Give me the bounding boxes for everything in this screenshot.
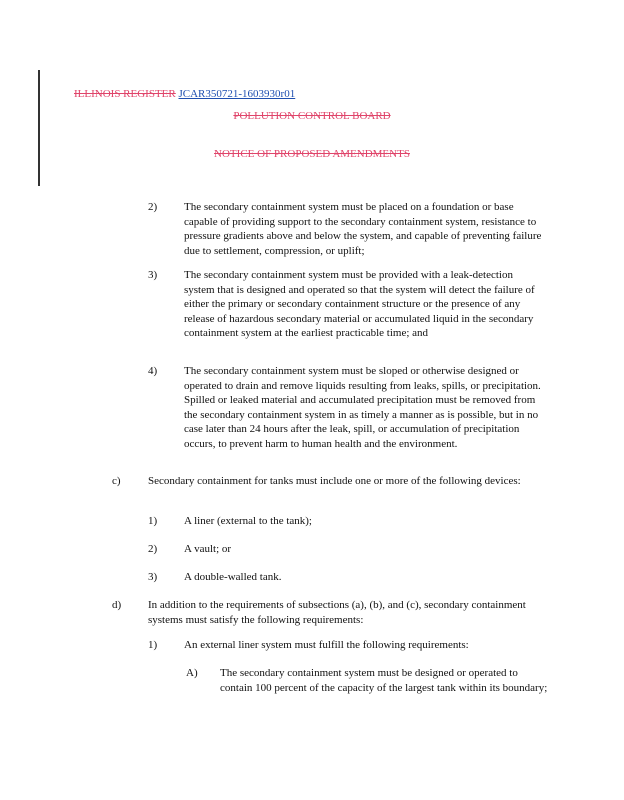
notice-title-struck: NOTICE OF PROPOSED AMENDMENTS xyxy=(214,148,410,160)
paragraph-c1: A liner (external to the tank); xyxy=(184,515,312,527)
register-title-struck: ILLINOIS REGISTER xyxy=(74,88,176,100)
paragraph-c2: A vault; or xyxy=(184,543,232,555)
paragraph-c3: A double-walled tank. xyxy=(184,571,282,583)
paragraph-c: Secondary containment for tanks must include one or more of the following devices: xyxy=(148,475,521,487)
register-header xyxy=(74,88,295,101)
board-header xyxy=(0,110,624,123)
item-number: 3) xyxy=(148,269,158,281)
board-title-struck: POLLUTION CONTROL BOARD xyxy=(233,110,391,122)
item-number: d) xyxy=(112,599,122,611)
item-number: 1) xyxy=(148,639,158,651)
item-number: A) xyxy=(186,667,198,679)
notice-header xyxy=(0,148,624,161)
item-number: 4) xyxy=(148,365,158,377)
paragraph-d: In addition to the requirements of subsections (a), (b), and (c), secondary containment systems must satisfy the following requirements: xyxy=(148,599,526,626)
paragraph-b3: The secondary containment system must be provided with a leak-detection system that is designed and operated so that the system will detect the failure of either the primary or secondary containment structure or the presence of any release of hazardous secondary material or accumulated liquid in the secondary containment system at the earliest practicable time; and xyxy=(184,269,535,340)
item-number: c) xyxy=(112,475,121,487)
paragraph-d1: An external liner system must fulfill the following requirements: xyxy=(184,639,469,651)
item-number: 3) xyxy=(148,571,158,583)
paragraph-b2: The secondary containment system must be placed on a foundation or base capable of providing support to the secondary containment system, resistance to pressure gradients above and below the system, and capable of preventing failure due to settlement, compression, or uplift; xyxy=(184,201,542,257)
paragraph-b4: The secondary containment system must be sloped or otherwise designed or operated to drain and remove liquids resulting from leaks, spills, or precipitation. Spilled or leaked material and accumulated precipitation must be removed from the secondary containment system in as timely a manner as is possible, but in no case later than 24 hours after the leak, spill, or accumulation of precipitation occurs, to prevent harm to human health and the environment. xyxy=(184,365,541,450)
revision-bar xyxy=(38,70,40,186)
item-number: 2) xyxy=(148,543,158,555)
paragraph-dA: The secondary containment system must be designed or operated to contain 100 percent of the capacity of the largest tank within its boundary; xyxy=(220,667,548,694)
item-number: 2) xyxy=(148,201,158,213)
item-number: 1) xyxy=(148,515,158,527)
register-code: JCAR350721-1603930r01 xyxy=(178,88,296,100)
